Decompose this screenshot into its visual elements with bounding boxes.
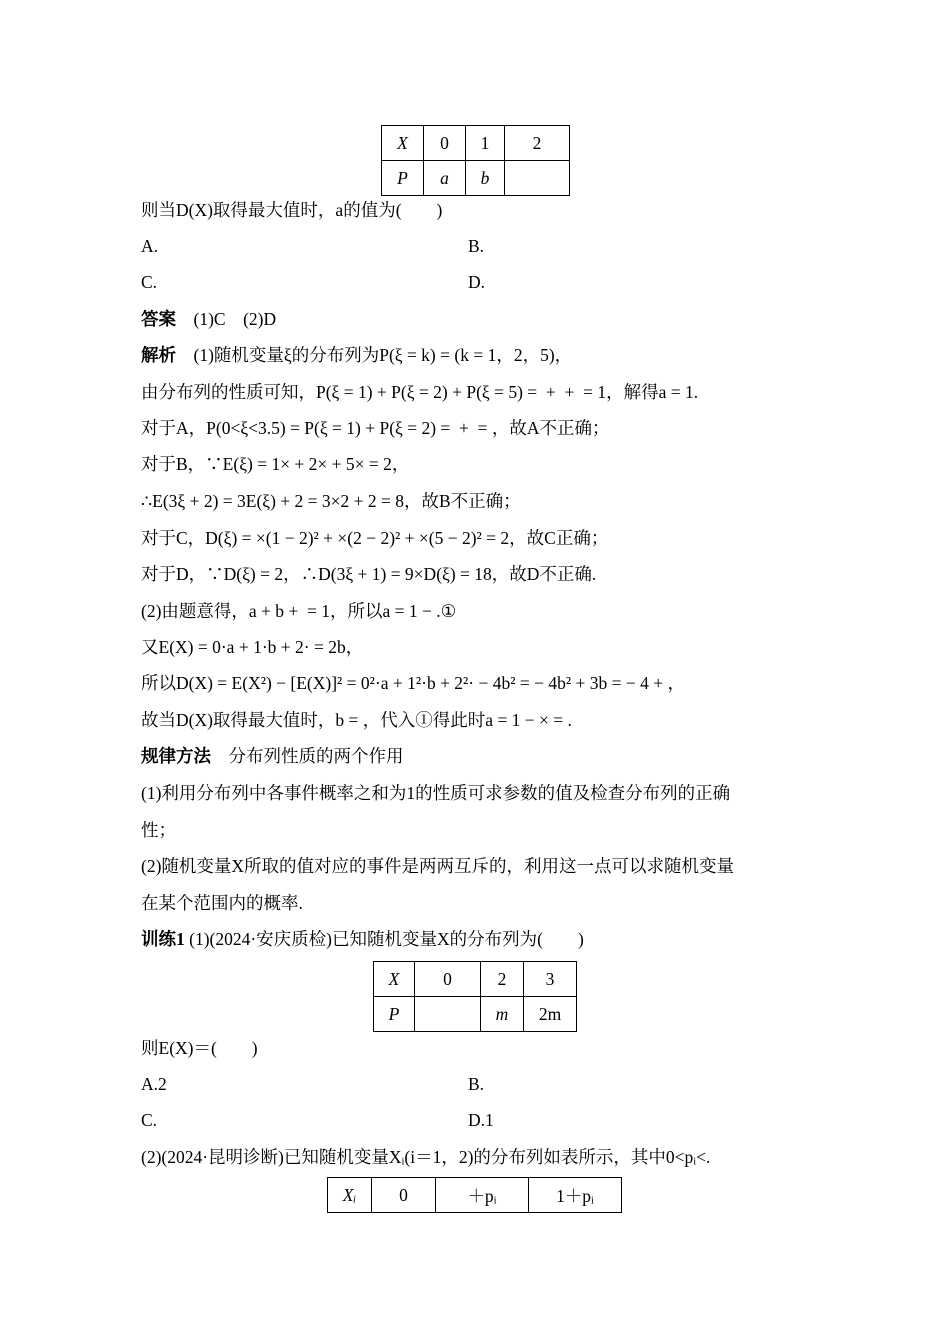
table3-cell: 0 [372,1178,436,1213]
analysis-line: 由分布列的性质可知，P(ξ = 1) + P(ξ = 2) + P(ξ = 5) = + + = 1，解得a = 1. [141,382,699,402]
method-line: (1)利用分布列中各事件概率之和为1的性质可求参数的值及检查分布列的正确 [141,783,731,803]
analysis-line: ∴E(3ξ + 2) = 3E(ξ) + 2 = 3×2 + 2 = 8，故B不正确； [141,491,521,511]
option-c: C. [141,1110,158,1130]
table3-cell: 1＋pᵢ [529,1178,622,1213]
table1-cell: 0 [424,126,466,161]
table1-cell: a [424,161,466,196]
table2-cell: m [481,997,524,1032]
analysis-label: 解析 [141,345,176,365]
option-a: A.2 [141,1074,167,1094]
distribution-table-2 [373,961,577,1032]
analysis-line: 对于D，∵D(ξ) = 2，∴D(3ξ + 1) = 9×D(ξ) = 18，故D不正确. [141,564,597,584]
table2-cell: 2 [481,962,524,997]
table1-cell [505,161,570,196]
distribution-table-3 [327,1177,622,1213]
method-line: 在某个范围内的概率. [141,893,303,913]
option-b: B. [468,1074,485,1094]
table1-cell: X [382,126,424,161]
question-text: (2)(2024·昆明诊断)已知随机变量Xᵢ(i＝1，2)的分布列如表所示，其中0<pᵢ<. [141,1147,711,1167]
option-d: D. [468,272,486,292]
training-label: 训练1 [141,929,185,949]
table1-cell: 1 [466,126,505,161]
method-title: 分布列性质的两个作用 [228,746,404,766]
option-c: C. [141,272,158,292]
training-line [141,927,584,951]
table1-cell: b [466,161,505,196]
method-label: 规律方法 [141,746,211,766]
distribution-table-1 [381,125,570,196]
method-line: (2)随机变量X所取的值对应的事件是两两互斥的，利用这一点可以求随机变量 [141,856,735,876]
table2-cell: X [374,962,415,997]
question-prompt: 则当D(X)取得最大值时，a的值为( ) [141,200,443,220]
training-text: (1)(2024·安庆质检)已知随机变量X的分布列为( ) [189,929,584,949]
method-line: 性； [141,820,176,840]
table2-cell: 3 [524,962,577,997]
analysis-line: 所以D(X) = E(X²) − [E(X)]² = 0²·a + 1²·b + 2²· − 4b² = − 4b² + 3b = − 4 + ， [141,673,685,693]
table2-cell: 2m [524,997,577,1032]
table1-cell: 2 [505,126,570,161]
answer-label: 答案 [141,309,176,329]
question-prompt: 则E(X)＝( ) [141,1038,258,1058]
method-heading [141,744,404,768]
table2-cell [415,997,481,1032]
option-a: A. [141,236,159,256]
table3-cell: Xᵢ [328,1178,372,1213]
table2-cell: 0 [415,962,481,997]
table1-cell: P [382,161,424,196]
analysis-line: 又E(X) = 0·a + 1·b + 2· = 2b， [141,637,364,657]
analysis-line: 对于B，∵E(ξ) = 1× + 2× + 5× = 2， [141,454,410,474]
option-b: B. [468,236,485,256]
analysis-line [141,343,572,367]
analysis-line: (2)由题意得，a + b + = 1，所以a = 1 − .① [141,601,457,621]
answer-text: (1)C (2)D [193,309,277,329]
table2-cell: P [374,997,415,1032]
analysis-line: 对于A，P(0<ξ<3.5) = P(ξ = 1) + P(ξ = 2) = + = ，故A不正确； [141,418,610,438]
analysis-text: (1)随机变量ξ的分布列为P(ξ = k) = (k = 1，2，5)， [193,345,573,365]
analysis-line: 对于C，D(ξ) = ×(1 − 2)² + ×(2 − 2)² + ×(5 − 2)² = 2，故C正确； [141,528,609,548]
option-d: D.1 [468,1110,494,1130]
answer-line [141,307,276,331]
table3-cell: ＋pᵢ [436,1178,529,1213]
analysis-line: 故当D(X)取得最大值时，b = ，代入①得此时a = 1 − × = . [141,710,572,730]
